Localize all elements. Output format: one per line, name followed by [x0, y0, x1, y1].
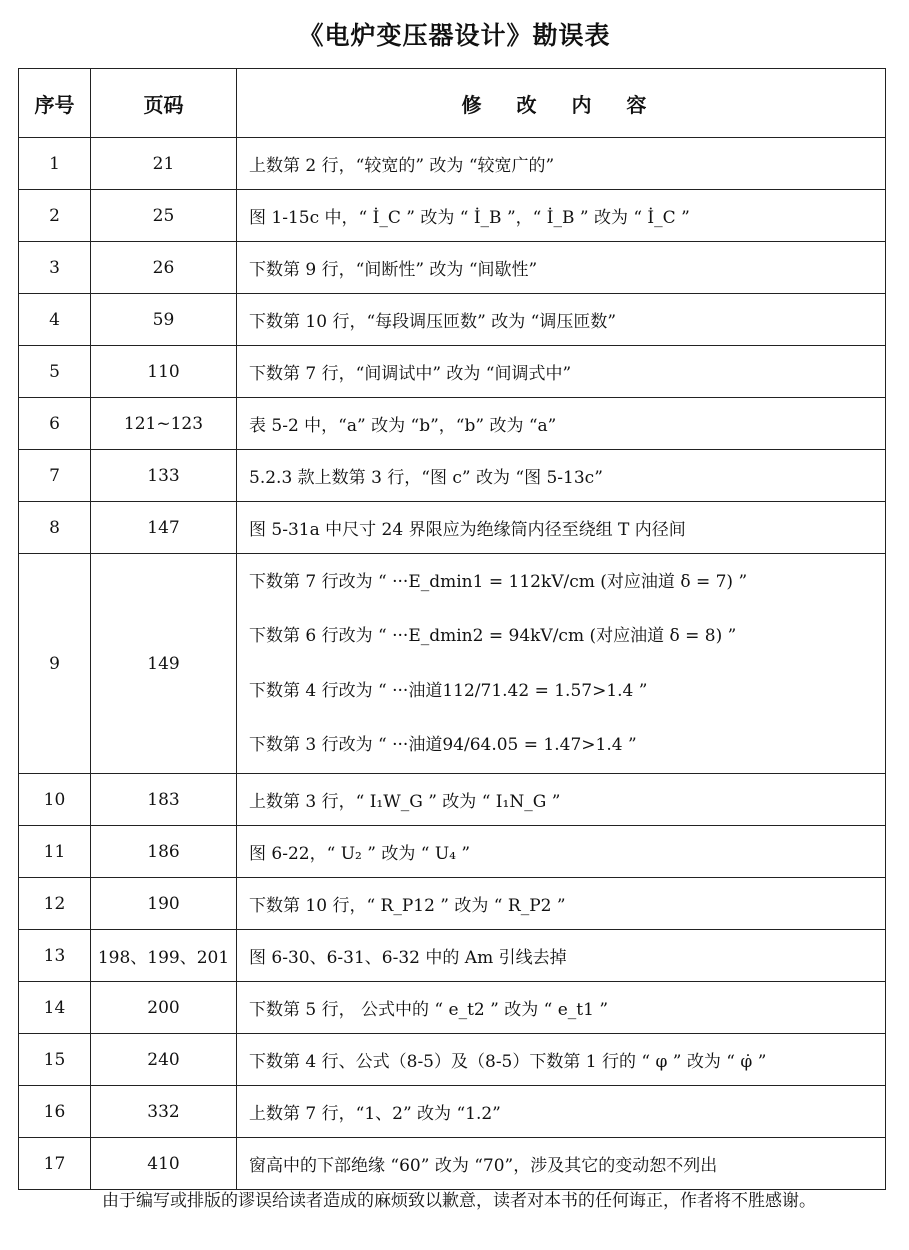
- row-content: 下数第 5 行， 公式中的 “ e_t2 ” 改为 “ e_t1 ”: [237, 982, 886, 1034]
- content-line: 下数第 3 行改为 “ ···油道94/64.05 = 1.47>1.4 ”: [249, 735, 637, 755]
- header-index: 序号: [19, 69, 91, 138]
- row-content: 下数第 10 行，“每段调压匝数” 改为 “调压匝数”: [237, 294, 886, 346]
- row-page: 332: [91, 1086, 237, 1138]
- table-row: [19, 398, 886, 450]
- row-content-multiline: [237, 554, 886, 774]
- row-content: 图 5-31a 中尺寸 24 界限应为绝缘筒内径至绕组 T 内径间: [237, 502, 886, 554]
- row-index: 16: [19, 1086, 91, 1138]
- table-row: [19, 502, 886, 554]
- row-content: 下数第 9 行，“间断性” 改为 “间歇性”: [237, 242, 886, 294]
- row-content: 下数第 10 行，“ R_P12 ” 改为 “ R_P2 ”: [237, 878, 886, 930]
- page-title: 《电炉变压器设计》勘误表: [298, 21, 611, 50]
- row-index: 10: [19, 774, 91, 826]
- row-page: 186: [91, 826, 237, 878]
- table-row: [19, 774, 886, 826]
- row-content: 5.2.3 款上数第 3 行，“图 c” 改为 “图 5-13c”: [237, 450, 886, 502]
- row-index: 6: [19, 398, 91, 450]
- row-index: 12: [19, 878, 91, 930]
- content-line: 下数第 4 行改为 “ ···油道112/71.42 = 1.57>1.4 ”: [249, 680, 648, 701]
- content-line: 下数第 6 行改为 “ ···E_dmin2 = 94kV/cm (对应油道 δ = 8) ”: [249, 626, 737, 646]
- row-page: 200: [91, 982, 237, 1034]
- row-page: 21: [91, 138, 237, 190]
- row-page: 59: [91, 294, 237, 346]
- table-row: [19, 450, 886, 502]
- row-content: 下数第 4 行、公式（8-5）及（8-5）下数第 1 行的 “ φ ” 改为 “ φ̇ ”: [237, 1034, 886, 1086]
- table-row: [19, 826, 886, 878]
- row-page: 110: [91, 346, 237, 398]
- row-index: 17: [19, 1138, 91, 1190]
- row-content: 下数第 7 行，“间调试中” 改为 “间调式中”: [237, 346, 886, 398]
- row-index: 14: [19, 982, 91, 1034]
- table-row: [19, 1034, 886, 1086]
- row-page: 121~123: [91, 398, 237, 450]
- table-row: [19, 138, 886, 190]
- row-index: 9: [19, 554, 91, 774]
- row-page: 25: [91, 190, 237, 242]
- table-row: [19, 1086, 886, 1138]
- errata-table: [18, 68, 886, 1190]
- row-content: 图 1-15c 中，“ İ_C ” 改为 “ İ_B ”，“ İ_B ” 改为 “ İ_C ”: [237, 190, 886, 242]
- table-header-row: [19, 69, 886, 138]
- table-row: [19, 930, 886, 982]
- content-line: 下数第 7 行改为 “ ···E_dmin1 = 112kV/cm (对应油道 δ = 7) ”: [249, 571, 748, 592]
- table-row: [19, 294, 886, 346]
- row-index: 11: [19, 826, 91, 878]
- row-page: 190: [91, 878, 237, 930]
- row-index: 7: [19, 450, 91, 502]
- table-row: [19, 554, 886, 774]
- row-content: 上数第 2 行，“较宽的” 改为 “较宽广的”: [237, 138, 886, 190]
- row-index: 3: [19, 242, 91, 294]
- row-index: 1: [19, 138, 91, 190]
- row-page: 26: [91, 242, 237, 294]
- row-page: 410: [91, 1138, 237, 1190]
- row-page: 133: [91, 450, 237, 502]
- row-content: 图 6-22，“ U₂ ” 改为 “ U₄ ”: [237, 826, 886, 878]
- row-index: 4: [19, 294, 91, 346]
- row-content: 表 5-2 中，“a” 改为 “b”，“b” 改为 “a”: [237, 398, 886, 450]
- table-row: [19, 346, 886, 398]
- row-index: 8: [19, 502, 91, 554]
- row-index: 5: [19, 346, 91, 398]
- row-content: 图 6-30、6-31、6-32 中的 Am 引线去掉: [237, 930, 886, 982]
- table-row: [19, 242, 886, 294]
- row-page: 183: [91, 774, 237, 826]
- row-content: 窗高中的下部绝缘 “60” 改为 “70”，涉及其它的变动恕不列出: [237, 1138, 886, 1190]
- table-row: [19, 190, 886, 242]
- row-page: 198、199、201: [91, 930, 237, 982]
- row-page: 240: [91, 1034, 237, 1086]
- table-row: [19, 1138, 886, 1190]
- row-content: 上数第 7 行，“1、2” 改为 “1.2”: [237, 1086, 886, 1138]
- row-index: 13: [19, 930, 91, 982]
- row-page: 147: [91, 502, 237, 554]
- footer-note: 由于编写或排版的谬误给读者造成的麻烦致以歉意，读者对本书的任何诲正，作者将不胜感谢。: [102, 1191, 816, 1211]
- row-content: 上数第 3 行，“ I₁W_G ” 改为 “ I₁N_G ”: [237, 774, 886, 826]
- header-content: 修 改 内 容: [237, 69, 886, 138]
- table-row: [19, 878, 886, 930]
- row-index: 2: [19, 190, 91, 242]
- header-page: 页码: [91, 69, 237, 138]
- row-page: 149: [91, 554, 237, 774]
- table-row: [19, 982, 886, 1034]
- row-index: 15: [19, 1034, 91, 1086]
